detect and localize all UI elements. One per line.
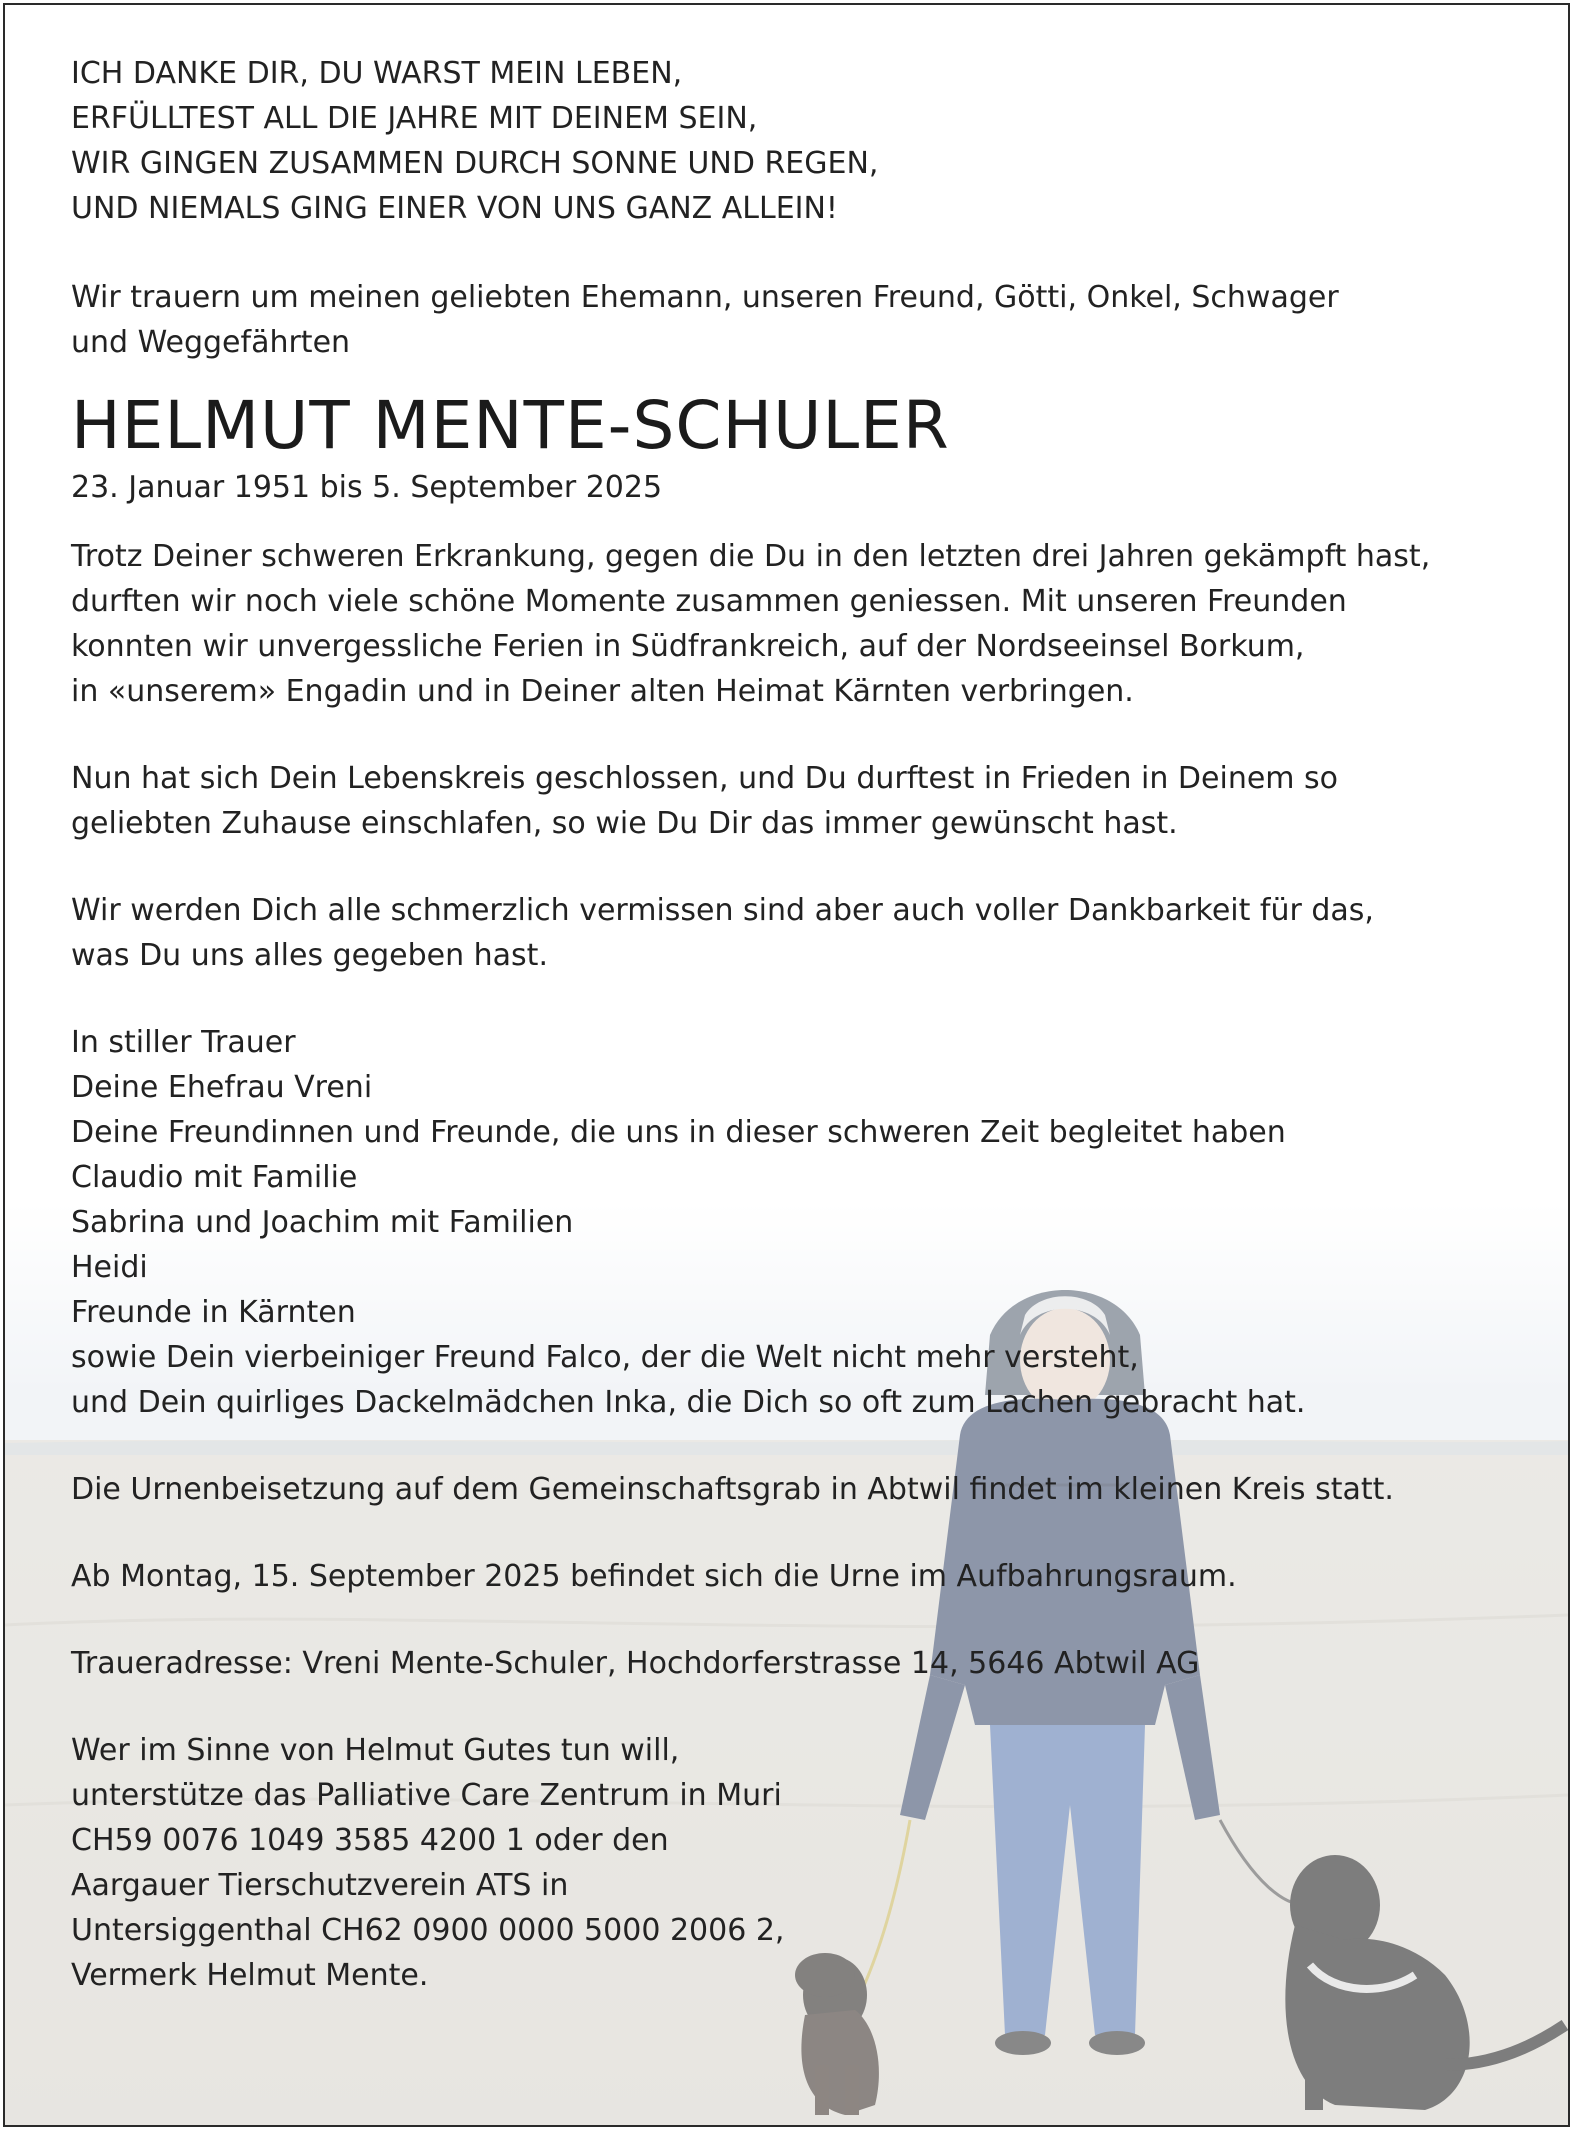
address-text: Traueradresse: Vreni Mente-Schuler, Hochdorferstrasse 14, 5646 Abtwil AG bbox=[71, 1646, 1200, 1681]
urn-text: Ab Montag, 15. September 2025 befindet sich die Urne im Aufbahrungsraum. bbox=[71, 1559, 1237, 1594]
poem-line: ICH DANKE DIR, DU WARST MEIN LEBEN, bbox=[71, 56, 683, 91]
intro bbox=[71, 275, 1511, 365]
life-dates bbox=[71, 465, 1511, 510]
mourner-line: Claudio mit Familie bbox=[71, 1160, 358, 1195]
intro-line: und Weggefährten bbox=[71, 325, 351, 360]
mourner-line: In stiller Trauer bbox=[71, 1025, 296, 1060]
paragraph-gratitude bbox=[71, 888, 1511, 978]
dates-text: 23. Januar 1951 bis 5. September 2025 bbox=[71, 470, 663, 505]
mourner-line: Deine Ehefrau Vreni bbox=[71, 1070, 373, 1105]
paragraph-line: durften wir noch viele schöne Momente zusammen geniessen. Mit unseren Freunden bbox=[71, 584, 1347, 619]
paragraph-line: Nun hat sich Dein Lebenskreis geschlossen, und Du durftest in Frieden in Deinem so bbox=[71, 761, 1339, 796]
mourner-line: Freunde in Kärnten bbox=[71, 1295, 356, 1330]
paragraph-line: Wir werden Dich alle schmerzlich vermissen sind aber auch voller Dankbarkeit für das, bbox=[71, 893, 1374, 928]
donation-line: unterstütze das Palliative Care Zentrum in Muri bbox=[71, 1778, 782, 1813]
burial-info bbox=[71, 1467, 1511, 1512]
poem-line: UND NIEMALS GING EINER VON UNS GANZ ALLEIN! bbox=[71, 191, 838, 226]
donation-info bbox=[71, 1728, 1511, 1998]
mourner-line: sowie Dein vierbeiniger Freund Falco, der die Welt nicht mehr versteht, bbox=[71, 1340, 1139, 1375]
paragraph-peace bbox=[71, 756, 1511, 846]
burial-text: Die Urnenbeisetzung auf dem Gemeinschaftsgrab in Abtwil findet im kleinen Kreis statt. bbox=[71, 1472, 1394, 1507]
paragraph-line: in «unserem» Engadin und in Deiner alten Heimat Kärnten verbringen. bbox=[71, 674, 1134, 709]
obituary-notice bbox=[3, 3, 1570, 2127]
mourner-line: Deine Freundinnen und Freunde, die uns in dieser schweren Zeit begleitet haben bbox=[71, 1115, 1286, 1150]
mourning-address bbox=[71, 1641, 1511, 1686]
poem-line: ERFÜLLTEST ALL DIE JAHRE MIT DEINEM SEIN, bbox=[71, 101, 758, 136]
deceased-name: HELMUT MENTE-SCHULER bbox=[71, 387, 950, 464]
donation-line: Aargauer Tierschutzverein ATS in bbox=[71, 1868, 569, 1903]
mourner-line: Heidi bbox=[71, 1250, 148, 1285]
donation-line: CH59 0076 1049 3585 4200 1 oder den bbox=[71, 1823, 669, 1858]
paragraph-line: geliebten Zuhause einschlafen, so wie Du Dir das immer gewünscht hast. bbox=[71, 806, 1178, 841]
paragraph-line: Trotz Deiner schweren Erkrankung, gegen die Du in den letzten drei Jahren gekämpft hast, bbox=[71, 539, 1431, 574]
mourners-list bbox=[71, 1020, 1511, 1425]
paragraph-illness bbox=[71, 534, 1511, 714]
donation-line: Wer im Sinne von Helmut Gutes tun will, bbox=[71, 1733, 680, 1768]
paragraph-line: konnten wir unvergessliche Ferien in Südfrankreich, auf der Nordseeinsel Borkum, bbox=[71, 629, 1305, 664]
poem bbox=[71, 51, 1511, 231]
paragraph-line: was Du uns alles gegeben hast. bbox=[71, 938, 548, 973]
mourner-line: Sabrina und Joachim mit Familien bbox=[71, 1205, 574, 1240]
urn-info bbox=[71, 1554, 1511, 1599]
poem-line: WIR GINGEN ZUSAMMEN DURCH SONNE UND REGEN, bbox=[71, 146, 879, 181]
donation-line: Untersiggenthal CH62 0900 0000 5000 2006 2, bbox=[71, 1913, 785, 1948]
intro-line: Wir trauern um meinen geliebten Ehemann, unseren Freund, Götti, Onkel, Schwager bbox=[71, 280, 1339, 315]
mourner-line: und Dein quirliges Dackelmädchen Inka, die Dich so oft zum Lachen gebracht hat. bbox=[71, 1385, 1306, 1420]
donation-line: Vermerk Helmut Mente. bbox=[71, 1958, 429, 1993]
notice-content bbox=[71, 51, 1511, 1998]
